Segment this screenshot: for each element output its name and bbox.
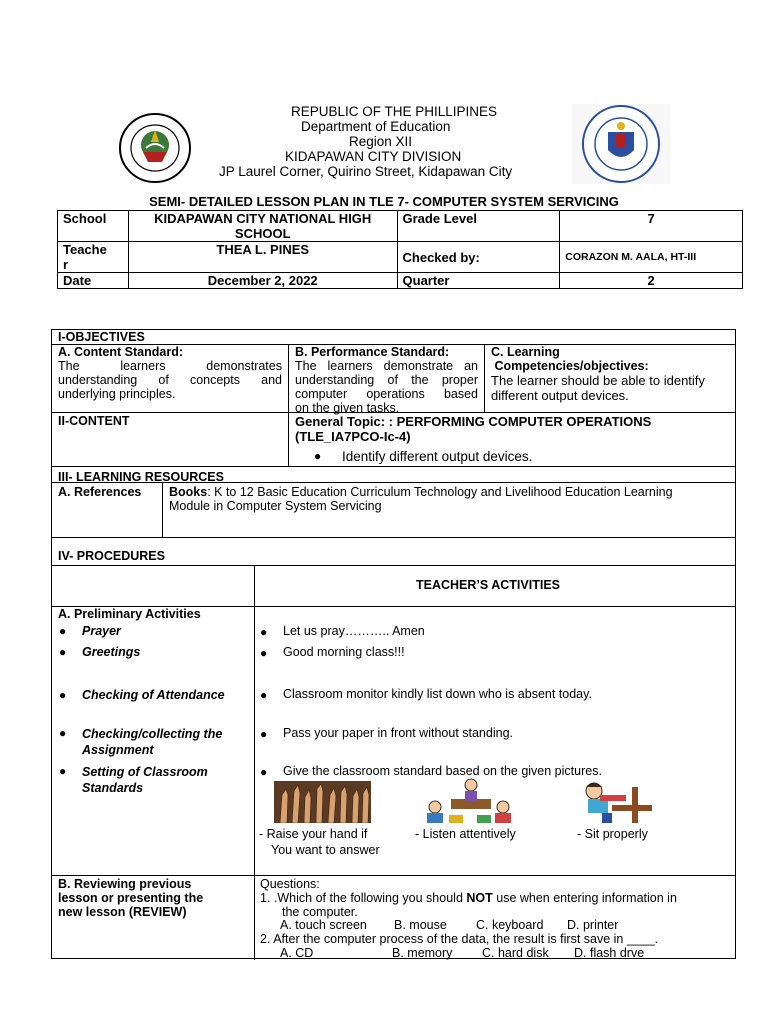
deped-seal <box>572 104 670 184</box>
content-heading: II-CONTENT <box>58 414 130 428</box>
books-reference: Books: K to 12 Basic Education Curriculum Technology and Livelihood Education Learning Module in Computer System Servicing <box>169 485 673 513</box>
date-value: December 2, 2022 <box>128 273 397 289</box>
assignment-activity: Pass your paper in front without standing. <box>283 726 513 740</box>
bullet-icon: ● <box>260 727 268 741</box>
content-standard-label: A. Content Standard: <box>58 345 183 359</box>
assignment-label: Checking/collecting the Assignment <box>82 727 223 757</box>
lesson-plan-title: SEMI- DETAILED LESSON PLAN IN TLE 7- COMPUTER SYSTEM SERVICING <box>149 194 619 209</box>
question-2-option-a: A. CD <box>280 946 314 960</box>
question-2-option-c: C. hard disk <box>482 946 549 960</box>
questions-label: Questions: <box>260 877 320 891</box>
grade-label: Grade Level <box>397 211 560 242</box>
school-value: KIDAPAWAN CITY NATIONAL HIGH SCHOOL <box>128 211 397 242</box>
bullet-icon: ● <box>59 726 67 740</box>
lesson-table <box>51 329 736 959</box>
attendance-activity: Classroom monitor kindly list down who is absent today. <box>283 687 592 701</box>
preliminary-activities: A. Preliminary Activities <box>58 607 201 621</box>
attendance-label: Checking of Attendance <box>82 688 225 702</box>
standards-label: Setting of Classroom Standards <box>82 765 208 795</box>
teacher-activities-heading: TEACHER’S ACTIVITIES <box>416 578 560 592</box>
general-topic: General Topic: : PERFORMING COMPUTER OPERATIONS (TLE_IA7PCO-Ic-4) <box>295 414 652 444</box>
bullet-icon: ● <box>59 764 67 778</box>
bullet-icon: ● <box>59 688 67 702</box>
resources-heading: III- LEARNING RESOURCES <box>58 470 224 484</box>
competencies-text: The learner should be able to identify different output devices. <box>491 373 705 403</box>
bullet-icon: ● <box>260 688 268 702</box>
bullet-icon: ● <box>59 624 67 638</box>
header-region: Region XII <box>349 134 413 149</box>
question-1-option-b: B. mouse <box>394 918 447 932</box>
grade-value: 7 <box>560 211 743 242</box>
objectives-heading: I-OBJECTIVES <box>58 330 145 344</box>
performance-standard-label: B. Performance Standard: <box>295 345 450 359</box>
date-label: Date <box>58 273 129 289</box>
bullet-icon: ● <box>314 449 322 463</box>
header-department: Department of Education <box>301 119 451 134</box>
greetings-activity: Good morning class!!! <box>283 645 405 659</box>
bullet-icon: ● <box>59 645 67 659</box>
teacher-value: THEA L. PINES <box>128 242 397 273</box>
quarter-label: Quarter <box>397 273 560 289</box>
raise-hand-caption: - Raise your hand if <box>259 827 368 841</box>
header-republic: REPUBLIC OF THE PHILLIPINES <box>291 104 498 119</box>
checked-label: Checked by: <box>397 242 560 273</box>
sit-properly-picture <box>572 779 664 825</box>
references-label: A. References <box>58 485 142 499</box>
question-1: 1. .Which of the following you should NOT use when entering information in <box>260 891 677 905</box>
sit-caption: - Sit properly <box>577 827 648 841</box>
question-2: 2. After the computer process of the data, the result is first save in ____. <box>260 932 659 946</box>
standards-activity: Give the classroom standard based on the given pictures. <box>283 764 602 778</box>
question-2-option-b: B. memory <box>392 946 453 960</box>
prayer-label: Prayer <box>82 624 121 638</box>
teacher-label: Teache r <box>58 242 129 273</box>
content-standard-text: The learners demonstrates understanding of concepts and underlying principles. <box>58 359 282 401</box>
question-1-option-d: D. printer <box>567 918 619 932</box>
header-address: JP Laurel Corner, Quirino Street, Kidapawan City <box>219 164 513 179</box>
bullet-icon: ● <box>260 765 268 779</box>
quarter-value: 2 <box>560 273 743 289</box>
question-1-option-a: A. touch screen <box>280 918 367 932</box>
bullet-icon: ● <box>260 646 268 660</box>
bullet-icon: ● <box>260 625 268 639</box>
competencies-label: C. Learning Competencies/objectives: <box>491 345 649 373</box>
question-2-option-d: D. flash drve <box>574 946 645 960</box>
header-division: KIDAPAWAN CITY DIVISION <box>285 149 462 164</box>
procedures-heading: IV- PROCEDURES <box>58 549 165 563</box>
checked-value: CORAZON M. AALA, HT-III <box>560 242 743 273</box>
question-1-line-2: the computer. <box>282 905 358 919</box>
performance-standard-text: The learners demonstrate an understanding of the proper computer operations based on the given tasks. <box>295 359 478 415</box>
content-objective: Identify different output devices. <box>342 449 533 464</box>
school-label: School <box>58 211 129 242</box>
greetings-label: Greetings <box>82 645 141 659</box>
school-logo <box>118 112 192 184</box>
info-table <box>57 210 743 289</box>
prayer-activity: Let us pray……….. Amen <box>283 624 425 638</box>
raise-hands-picture <box>274 781 371 823</box>
review-label: B. Reviewing previous lesson or presenting the new lesson (REVIEW) <box>58 877 204 919</box>
listen-attentively-picture <box>421 777 519 827</box>
listen-caption: - Listen attentively <box>415 827 516 841</box>
raise-hand-caption-2: You want to answer <box>271 843 380 857</box>
question-1-option-c: C. keyboard <box>476 918 544 932</box>
